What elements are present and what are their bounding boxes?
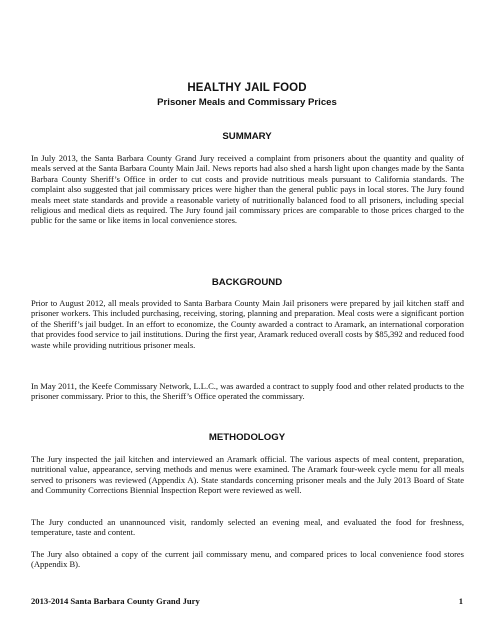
background-heading: BACKGROUND — [211, 277, 283, 288]
footer-text: 2013-2014 Santa Barbara County Grand Jury — [31, 596, 200, 606]
page-number: 1 — [458, 596, 463, 606]
methodology-paragraph-1: The Jury inspected the jail kitchen and interviewed an Aramark official. The various aspects of meal content, preparation, nutritional value, appearance, serving methods and menus were examined. The Aramark four-week cycle menu for all meals served to prisoners was reviewed (Appendix A). State standards concerning prisoner meals and the July 2013 Board of State and Community Corrections Biennial Inspection Report were reviewed as well. — [31, 454, 464, 496]
methodology-paragraph-2: The Jury conducted an unannounced visit, randomly selected an evening meal, and evaluated the food for freshness, temperature, taste and content. — [31, 517, 464, 538]
background-paragraph-2: In May 2011, the Keefe Commissary Network, L.L.C., was awarded a contract to supply food and other related products to the prisoner commissary. Prior to this, the Sheriff’s Office operated the commissary. — [31, 381, 464, 402]
summary-heading: SUMMARY — [222, 131, 272, 142]
document-title: HEALTHY JAIL FOOD — [187, 82, 307, 94]
background-paragraph-1: Prior to August 2012, all meals provided to Santa Barbara County Main Jail prisoners were prepared by jail kitchen staff and prisoner workers. This included purchasing, receiving, storing, planning and preparation. Meal costs were a significant portion of the Sheriff’s jail budget. In an effort to economize, the County awarded a contract to Aramark, an international corporation that provides food service to jail institutions. During the first year, Aramark reduced overall costs by $85,392 and reduced food waste while providing nutritious prisoner meals. — [31, 298, 464, 350]
summary-paragraph: In July 2013, the Santa Barbara County Grand Jury received a complaint from prisoners about the quantity and quality of meals served at the Santa Barbara County Main Jail. News reports had also shed a harsh light upon changes made by the Santa Barbara County Sheriff’s Office in order to cut costs and provide nutritious meals pursuant to California standards. The complaint also suggested that jail commissary prices were higher than the general public pays in local stores. The Jury found meals meet state standards and provide a reasonable variety of nutritionally balanced food to all prisoners, including special religious and medical diets as required. The Jury found jail commissary prices are comparable to those prices charged to the public for the same or like items in local convenience stores. — [31, 153, 464, 226]
document-subtitle: Prisoner Meals and Commissary Prices — [157, 97, 337, 108]
methodology-heading: METHODOLOGY — [208, 432, 286, 443]
methodology-paragraph-3: The Jury also obtained a copy of the current jail commissary menu, and compared prices to local convenience food stores (Appendix B). — [31, 549, 464, 570]
